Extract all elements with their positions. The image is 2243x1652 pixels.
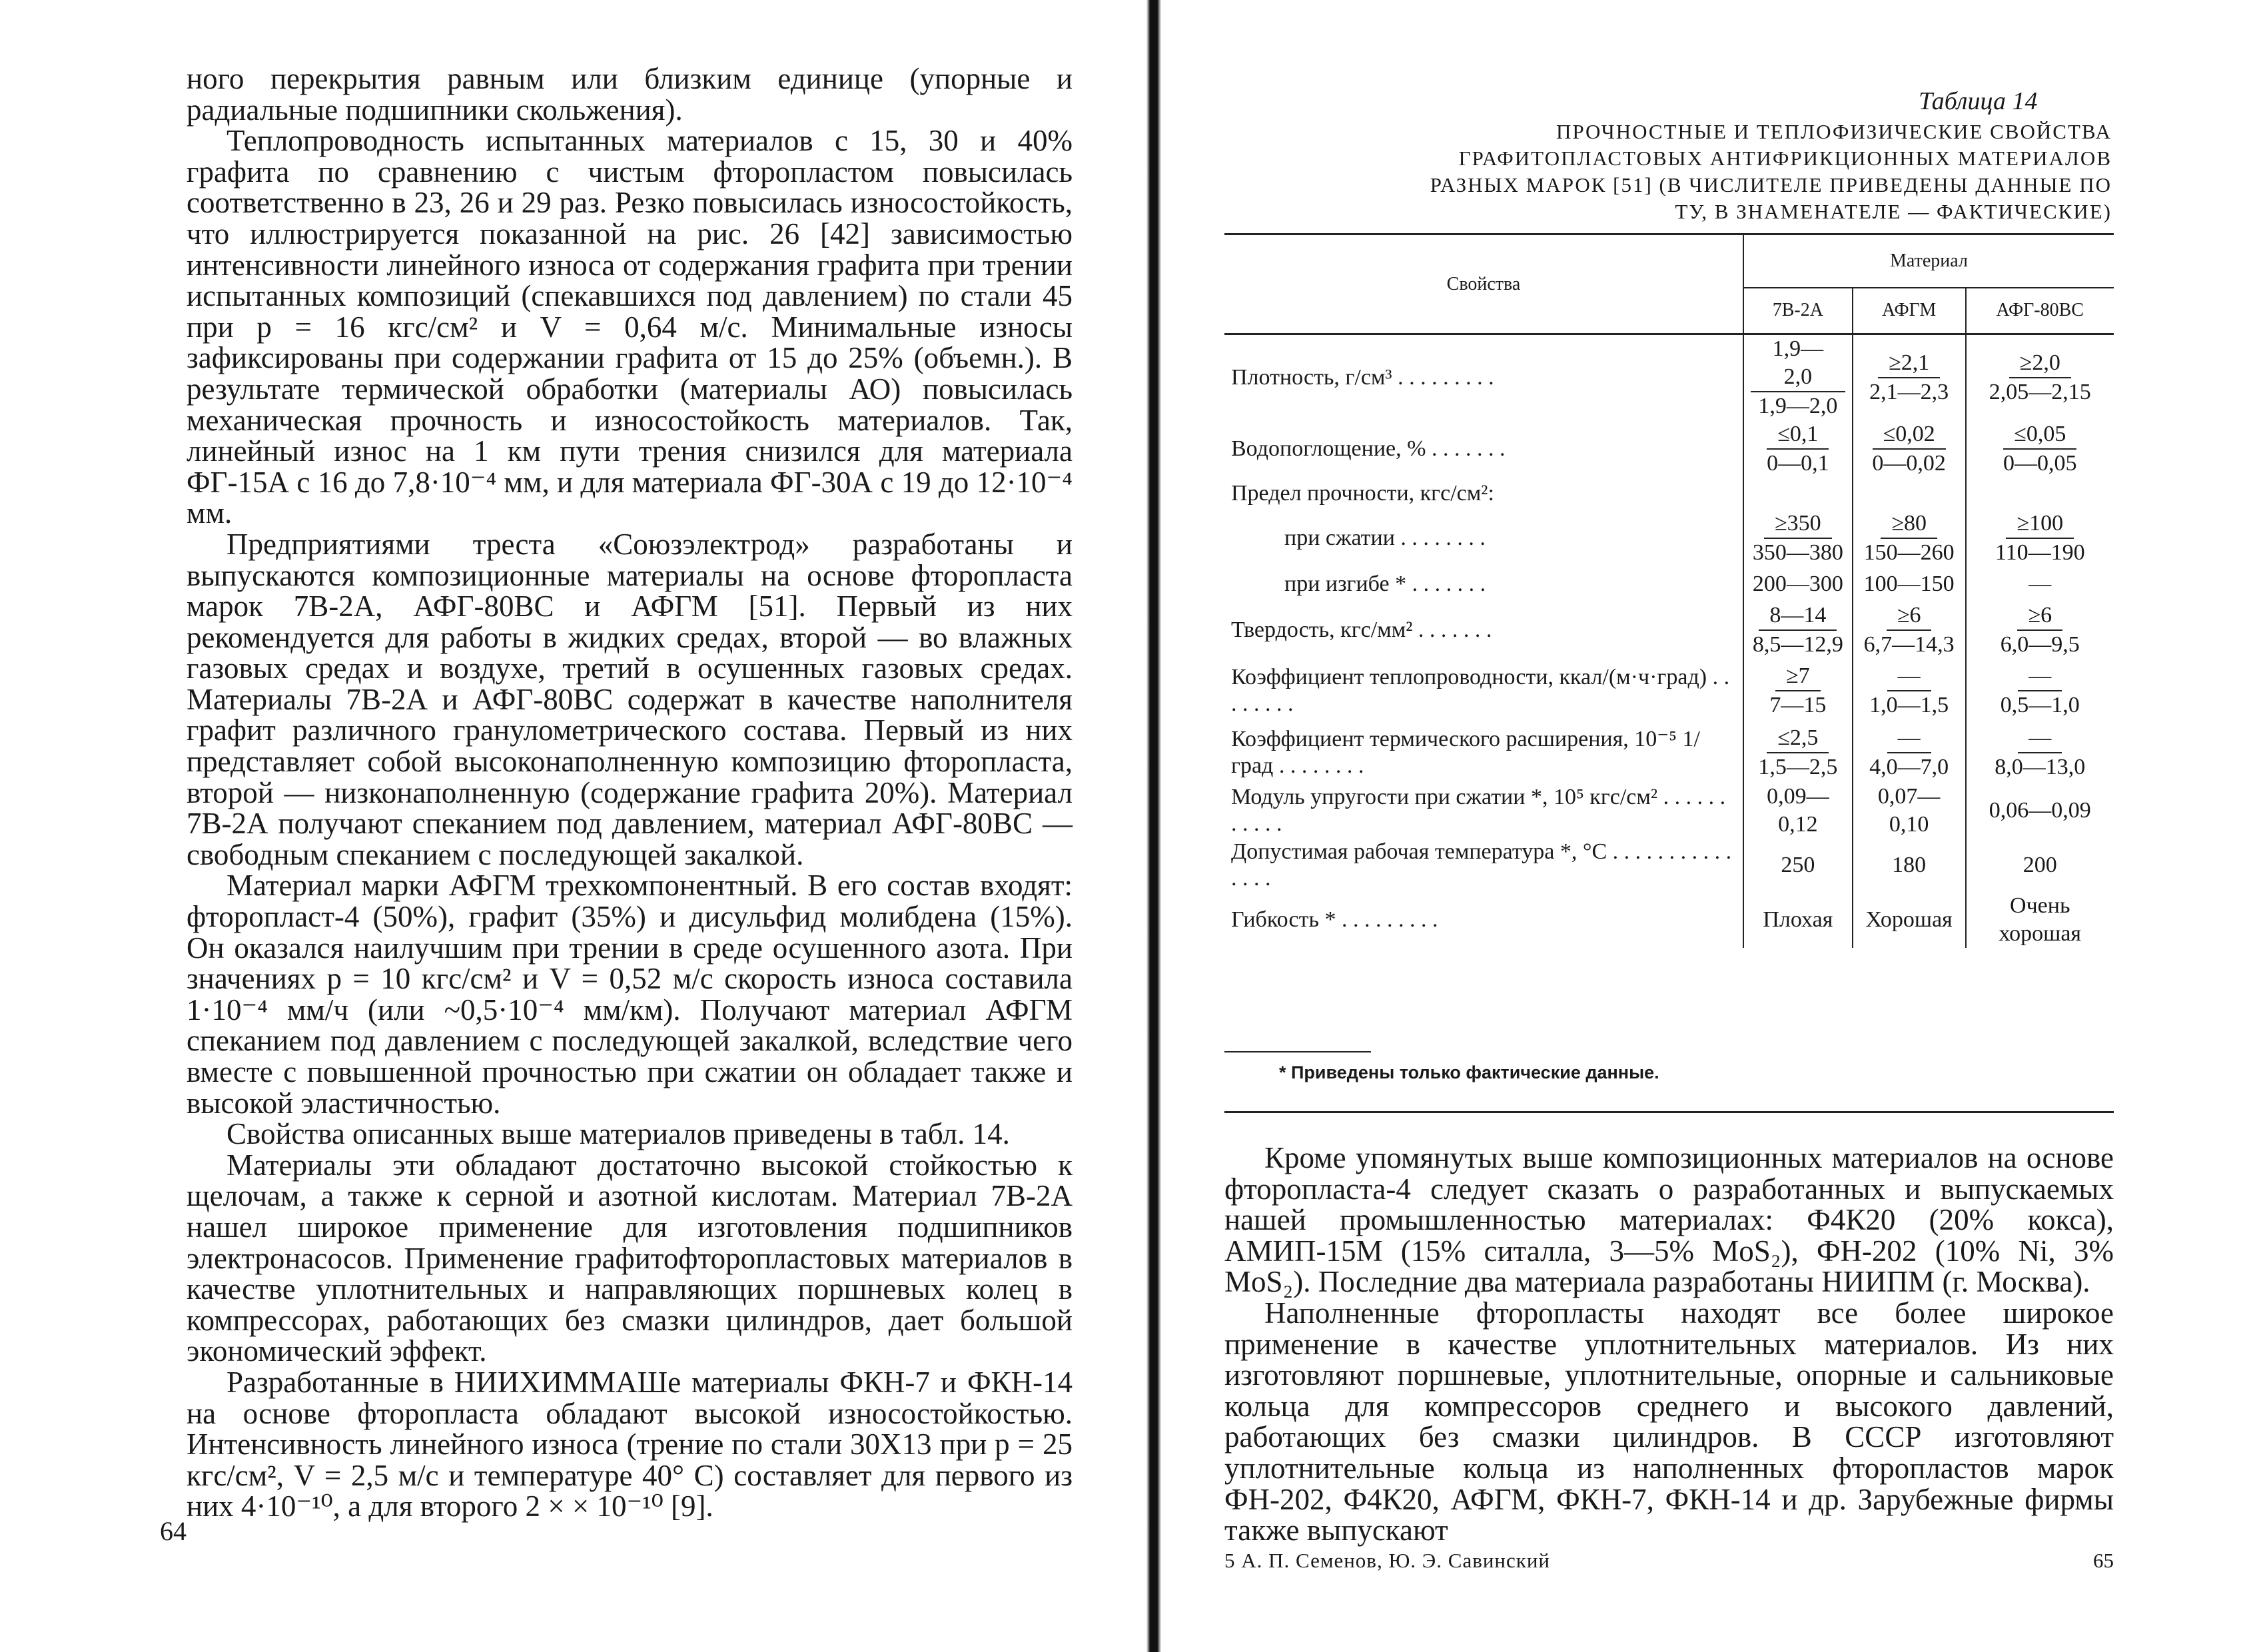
- table-title: ПРОЧНОСТНЫЕ И ТЕПЛОФИЗИЧЕСКИЕ СВОЙСТВА ГРАФИТОПЛАСТОВЫХ АНТИФРИКЦИОННЫХ МАТЕРИАЛОВ РАЗНЫХ МАРОК [51] (В ЧИСЛИТЕЛЕ ПРИВЕДЕНЫ ДАННЫЕ ПО ТУ, В ЗНАМЕНАТЕЛЕ — ФАКТИЧЕСКИЕ): [1430, 120, 2112, 223]
- single-value: 100—150: [1863, 572, 1955, 596]
- numerator-spec: —: [2018, 724, 2062, 753]
- denominator-actual: 8,5—12,9: [1752, 632, 1843, 657]
- book-spine: [1132, 0, 1172, 1652]
- paragraph: Материалы эти обладают достаточно высокой стойкостью к щелочам, а также к серной и азотной кислотам. Материал 7В-2А нашел широкое применение для изготовления подшипников электронасосов. Применение графитофторопластовых материалов в качестве уплотнительных и направляющих поршневых колец в компрессорах, работающих без смазки цилиндров, дает большой экономический эффект.: [187, 1148, 1073, 1368]
- single-value: 0,06—0,09: [1989, 798, 2091, 823]
- cell-value: [1743, 659, 1853, 723]
- denominator-actual: 6,7—14,3: [1863, 632, 1955, 657]
- column-header-material-1: 7В-2А: [1743, 288, 1853, 334]
- cell-value: [1966, 602, 2114, 659]
- cell-value: [1853, 839, 1966, 892]
- table-row: [1224, 659, 2114, 723]
- table-body: [1224, 334, 2114, 949]
- fraction-value: [1767, 420, 1829, 478]
- denominator-actual: 0—0,05: [2003, 451, 2077, 476]
- denominator-actual: 1,5—2,5: [1758, 755, 1838, 779]
- cell-value: [1743, 783, 1853, 839]
- paragraph: Материал марки АФГМ трехкомпонентный. В его состав входят: фторопласт-4 (50%), графит (35%) и дисульфид молибдена (15%). Он оказался наилучшим при трении в среде осушенного азота. При значениях p = 10 кгс/см² и V = 0,52 м/с скорость износа составила 1·10⁻⁴ мм/ч (или ~0,5·10⁻⁴ мм/км). Получают материал АФГМ спеканием под давлением с последующей закалкой, вследствие чего вместе с повышенной прочностью при сжатии он обладает также и высокой эластичностью.: [187, 869, 1073, 1120]
- single-value: Очень хорошая: [1999, 893, 2082, 946]
- cell-value: [1853, 602, 1966, 659]
- numerator-spec: ≥100: [2006, 510, 2074, 539]
- cell-value: [1743, 602, 1853, 659]
- single-value: 200: [2022, 853, 2057, 877]
- numerator-spec: ≤0,02: [1873, 420, 1946, 450]
- cell-value: [1853, 420, 1966, 478]
- cell-value: [1853, 567, 1966, 602]
- row-property-label: при изгибе * . . . . . . .: [1284, 572, 1486, 596]
- fraction-value: [1753, 602, 1843, 659]
- cell-value: [1743, 892, 1853, 948]
- table-row: [1224, 478, 2114, 510]
- denominator-actual: 1,9—2,0: [1758, 394, 1838, 418]
- fraction-value: [1872, 420, 1946, 478]
- fraction-value: [2003, 420, 2077, 478]
- cell-value: [1966, 478, 2114, 510]
- fraction-value: [1995, 724, 2085, 781]
- fraction-value: [1751, 335, 1845, 420]
- numerator-spec: —: [1887, 662, 1931, 691]
- single-value: Хорошая: [1865, 907, 1953, 932]
- footer-signature: 5 А. П. Семенов, Ю. Э. Савинский: [1224, 1549, 1551, 1572]
- cell-value: [1853, 723, 1966, 783]
- cell-value: [1743, 839, 1853, 892]
- numerator-spec: —: [2018, 662, 2062, 691]
- cell-value: [1853, 478, 1966, 510]
- fraction-value: [1995, 510, 2085, 567]
- fraction-value: [1864, 602, 1955, 659]
- cell-value: [1853, 510, 1966, 567]
- cell-value: [1966, 334, 2114, 421]
- cell-value: [1743, 334, 1853, 421]
- row-property-label: Водопоглощение, % . . . . . . .: [1231, 436, 1506, 461]
- fraction-value: [1869, 662, 1949, 719]
- properties-table: [1224, 233, 2114, 948]
- denominator-actual: 110—190: [1995, 540, 2085, 565]
- denominator-actual: 150—260: [1863, 540, 1955, 565]
- cell-value: [1966, 892, 2114, 948]
- fraction-value: [1753, 510, 1843, 567]
- cell-value: [1853, 783, 1966, 839]
- footnote-rule: [1224, 1051, 1371, 1052]
- numerator-spec: ≥350: [1764, 510, 1832, 539]
- numerator-spec: 8—14: [1759, 602, 1837, 631]
- table-row: [1224, 839, 2114, 892]
- numerator-spec: ≤2,5: [1767, 724, 1829, 753]
- page-number-left: 64: [160, 1516, 187, 1546]
- single-value: 0,09—0,12: [1767, 784, 1829, 837]
- denominator-actual: 6,0—9,5: [2000, 632, 2080, 657]
- numerator-spec: ≥6: [1887, 602, 1932, 631]
- cell-value: [1853, 334, 1966, 421]
- numerator-spec: ≥2,0: [2009, 349, 2071, 378]
- cell-value: [1966, 510, 2114, 567]
- cell-value: [1743, 723, 1853, 783]
- numerator-spec: ≤0,1: [1767, 420, 1829, 450]
- table-footnote: * Приведены только фактические данные.: [1279, 1062, 1659, 1082]
- denominator-actual: 0,5—1,0: [2000, 693, 2080, 717]
- fraction-value: [2001, 602, 2080, 659]
- table-row: [1224, 334, 2114, 421]
- denominator-actual: 0—0,1: [1767, 451, 1829, 476]
- table-row: [1224, 510, 2114, 567]
- row-property-label: Коэффициент термического расширения, 10⁻⁵ 1/град . . . . . . . .: [1231, 727, 1700, 778]
- denominator-actual: 8,0—13,0: [1995, 755, 2086, 779]
- table-row: [1224, 892, 2114, 948]
- table-row: [1224, 420, 2114, 478]
- row-property-label: Коэффициент теплопроводности, ккал/(м·ч·град) . . . . . . . .: [1231, 665, 1730, 716]
- row-property-label: Модуль упругости при сжатии *, 10⁵ кгс/см² . . . . . . . . . . .: [1231, 785, 1726, 836]
- paragraph: Свойства описанных выше материалов приведены в табл. 14.: [226, 1117, 1010, 1151]
- cell-value: [1966, 420, 2114, 478]
- cell-value: [1966, 783, 2114, 839]
- numerator-spec: 1,9—2,0: [1751, 335, 1845, 392]
- fraction-value: [1758, 724, 1837, 781]
- single-value: 180: [1892, 853, 1927, 877]
- paragraph: Наполненные фторопласты находят все более широкое применение в качестве уплотнительных материалов. Из них изготовляют поршневые, уплотнительные, опорные и сальниковые кольца для компрессоров среднего и высокого давлений, работающих без смазки цилиндров. В СССР изготовляют уплотнительные кольца из наполненных фторопластов марок ФН-202, Ф4К20, АФГМ, ФКН-7, ФКН-14 и др. Зарубежные фирмы также выпускают: [1224, 1296, 2114, 1547]
- fraction-value: [1869, 349, 1949, 406]
- cell-value: [1966, 723, 2114, 783]
- numerator-spec: ≥2,1: [1878, 349, 1940, 378]
- paragraph: Разработанные в НИИХИММАШе материалы ФКН-7 и ФКН-14 на основе фторопласта обладают высокой износостойкостью. Интенсивность линейного износа (трение по стали 30Х13 при p = 25 кгс/см², V = 2,5 м/с и температуре 40° С) составляет для первого из них 4·10⁻¹⁰, а для второго 2 × × 10⁻¹⁰ [9].: [187, 1365, 1073, 1523]
- table-row: [1224, 783, 2114, 839]
- cell-value: [1743, 510, 1853, 567]
- single-value: —: [2028, 572, 2052, 596]
- single-value: 250: [1781, 853, 1815, 877]
- cell-value: [1743, 478, 1853, 510]
- row-property-label: Гибкость * . . . . . . . . .: [1231, 907, 1438, 932]
- left-page-body: [187, 63, 1073, 1522]
- row-property-label: Твердость, кгс/мм² . . . . . . .: [1231, 618, 1492, 642]
- page-number-right: 65: [2093, 1549, 2114, 1572]
- table-row: [1224, 602, 2114, 659]
- table-row: [1224, 723, 2114, 783]
- row-property-label: при сжатии . . . . . . . .: [1284, 526, 1486, 550]
- cell-value: [1853, 659, 1966, 723]
- cell-value: [1966, 659, 2114, 723]
- cell-value: [1966, 567, 2114, 602]
- denominator-actual: 1,0—1,5: [1869, 693, 1949, 717]
- cell-value: [1743, 420, 1853, 478]
- denominator-actual: 2,1—2,3: [1869, 380, 1949, 404]
- cell-value: [1853, 892, 1966, 948]
- numerator-spec: ≥6: [2017, 602, 2062, 631]
- paragraph: Кроме упомянутых выше композиционных материалов на основе фторопласта-4 следует сказать о разработанных и выпускаемых нашей промышленностью материалах: Ф4К20 (20% кокса), АМИП-15М (15% ситалла, 3—5% MoS₂), ФН-202 (10% Ni, 3% MoS₂). Последние два материала разработаны НИИПМ (г. Москва).: [1224, 1141, 2114, 1299]
- right-page-body: [1224, 1142, 2114, 1546]
- table-row: [1224, 567, 2114, 602]
- denominator-actual: 4,0—7,0: [1869, 755, 1949, 779]
- fraction-value: [2001, 662, 2080, 719]
- row-property-label: Плотность, г/см³ . . . . . . . . .: [1231, 365, 1494, 390]
- denominator-actual: 350—380: [1752, 540, 1843, 565]
- denominator-actual: 7—15: [1769, 693, 1827, 717]
- denominator-actual: 0—0,02: [1872, 451, 1946, 476]
- single-value: 0,07—0,10: [1877, 784, 1941, 837]
- paragraph: Предприятиями треста «Союзэлектрод» разработаны и выпускаются композиционные материалы на основе фторопласта марок 7В-2А, АФГ-80ВС и АФГМ [51]. Первый из них рекомендуется для работы в жидких средах, второй — во влажных газовых средах и воздухе, третий в осушенных газовых средах. Материалы 7В-2А и АФГ-80ВС содержат в качестве наполнителя графит различного гранулометрического состава. Первый из них представляет собой высоконаполненную композицию фторопласта, второй — низконаполненную (содержание графита 20%). Материал 7В-2А получают спеканием под давлением, материал АФГ-80ВС — свободным спеканием с последующей закалкой.: [187, 527, 1073, 871]
- page-footer: [1224, 1549, 2114, 1573]
- column-header-material: Материал: [1743, 234, 2114, 288]
- fraction-value: [1864, 510, 1955, 567]
- fraction-value: [1989, 349, 2091, 406]
- row-property-label: Предел прочности, кгс/см²:: [1231, 481, 1494, 506]
- fraction-value: [1769, 662, 1826, 719]
- column-header-material-3: АФГ-80ВС: [1966, 288, 2114, 334]
- single-value: 200—300: [1752, 572, 1843, 596]
- numerator-spec: —: [1887, 724, 1931, 753]
- column-header-properties: Свойства: [1224, 234, 1743, 334]
- numerator-spec: ≥7: [1775, 662, 1821, 691]
- denominator-actual: 2,05—2,15: [1989, 380, 2091, 404]
- cell-value: [1966, 839, 2114, 892]
- cell-value: [1743, 567, 1853, 602]
- row-property-label: Допустимая рабочая температура *, °С . . . . . . . . . . . . . . .: [1231, 839, 1732, 891]
- table-label: Таблица 14: [1919, 87, 2038, 115]
- paragraph: Теплопроводность испытанных материалов с 15, 30 и 40% графита по сравнению с чистым фторопластом повысилась соответственно в 23, 26 и 29 раз. Резко повысилась износостойкость, что иллюстрируется показанной на рис. 26 [42] зависимостью интенсивности линейного износа от содержания графита при трении испытанных композиций (спекавшихся под давлением) по стали 45 при p = 16 кгс/см² и V = 0,64 м/с. Минимальные износы зафиксированы при содержании графита от 15 до 25% (объемн.). В результате термической обработки (материалы АО) повысилась механическая прочность и износостойкость материалов. Так, линейный износ на 1 км пути трения снизился для материала ФГ-15А с 16 до 7,8·10⁻⁴ мм, и для материала ФГ-30А с 19 до 12·10⁻⁴ мм.: [187, 124, 1073, 530]
- numerator-spec: ≤0,05: [2003, 420, 2076, 450]
- column-header-material-2: АФГМ: [1853, 288, 1966, 334]
- fraction-value: [1869, 724, 1949, 781]
- table-end-rule: [1224, 1111, 2114, 1113]
- paragraph: ного перекрытия равным или близким единице (упорные и радиальные подшипники скольжения).: [187, 62, 1073, 127]
- single-value: Плохая: [1763, 907, 1833, 932]
- numerator-spec: ≥80: [1881, 510, 1937, 539]
